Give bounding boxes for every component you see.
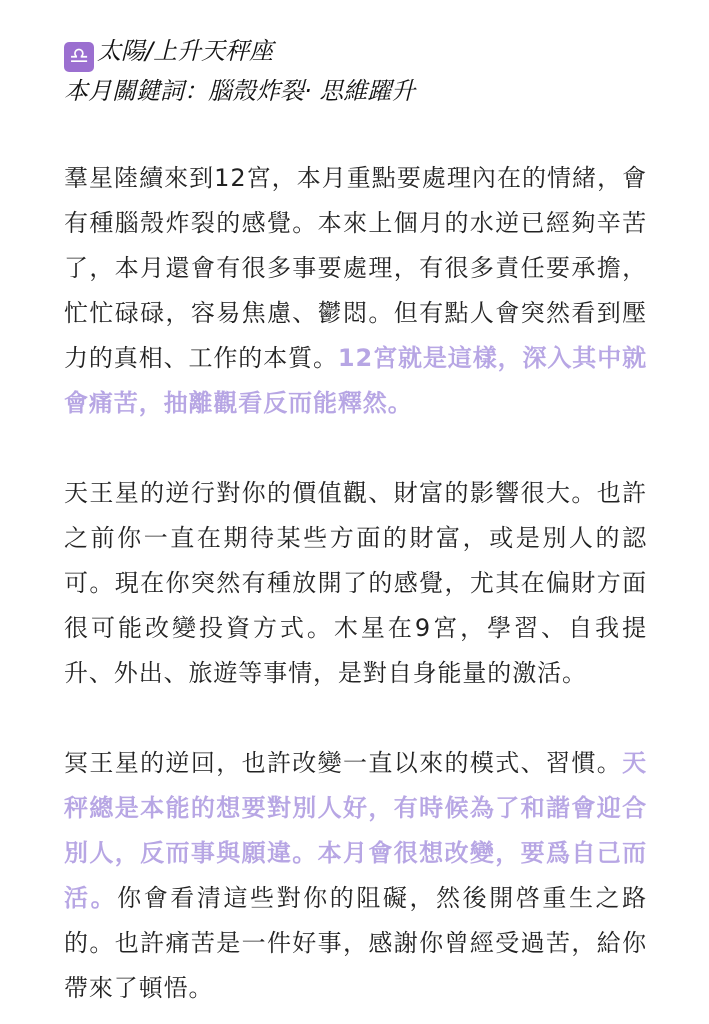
- highlighted-text: 12宮就是這樣，深入其中就會痛苦，抽離觀看反而能釋然。: [64, 344, 648, 417]
- paragraph-pluto-retrograde: [64, 741, 647, 1011]
- paragraph-uranus-retrograde: [64, 471, 647, 696]
- monthly-keywords: 本月關鍵詞：腦殼炸裂· 思維躍升: [64, 77, 416, 105]
- libra-icon: ♎: [64, 42, 94, 72]
- paragraph-text: 羣星陸續來到12宮，本月重點要處理內在的情緒，會有種腦殼炸裂的感覺。本來上個月的水逆已經夠辛苦了，本月還會有很多事要處理，有很多責任要承擔，忙忙碌碌，容易焦慮、鬱悶。但有點人會突然看到壓力的真相、工作的本質。: [64, 164, 647, 372]
- highlighted-text: 天秤總是本能的想要對別人好，有時候為了和諧會迎合別人，反而事與願違。本月會很想改變，要爲自己而活。: [64, 749, 647, 912]
- sign-title: 太陽/上升天秤座: [97, 37, 274, 65]
- paragraph-12th-house: [64, 156, 647, 426]
- paragraph-text: 天王星的逆行對你的價值觀、財富的影響很大。也許之前你一直在期待某些方面的財富，或是別人的認可。現在你突然有種放開了的感覺，尤其在偏財方面很可能改變投資方式。木星在9宮，學習、自我提升、外出、旅遊等事情，是對自身能量的激活。: [64, 479, 647, 687]
- sign-title-heading: [64, 32, 647, 72]
- paragraph-text: 冥王星的逆回，也許改變一直以來的模式、習慣。: [64, 749, 623, 777]
- paragraph-text: 你會看清這些對你的阻礙，然後開啓重生之路的。也許痛苦是一件好事，感謝你曾經受過苦，給你帶來了頓悟。: [64, 884, 647, 1002]
